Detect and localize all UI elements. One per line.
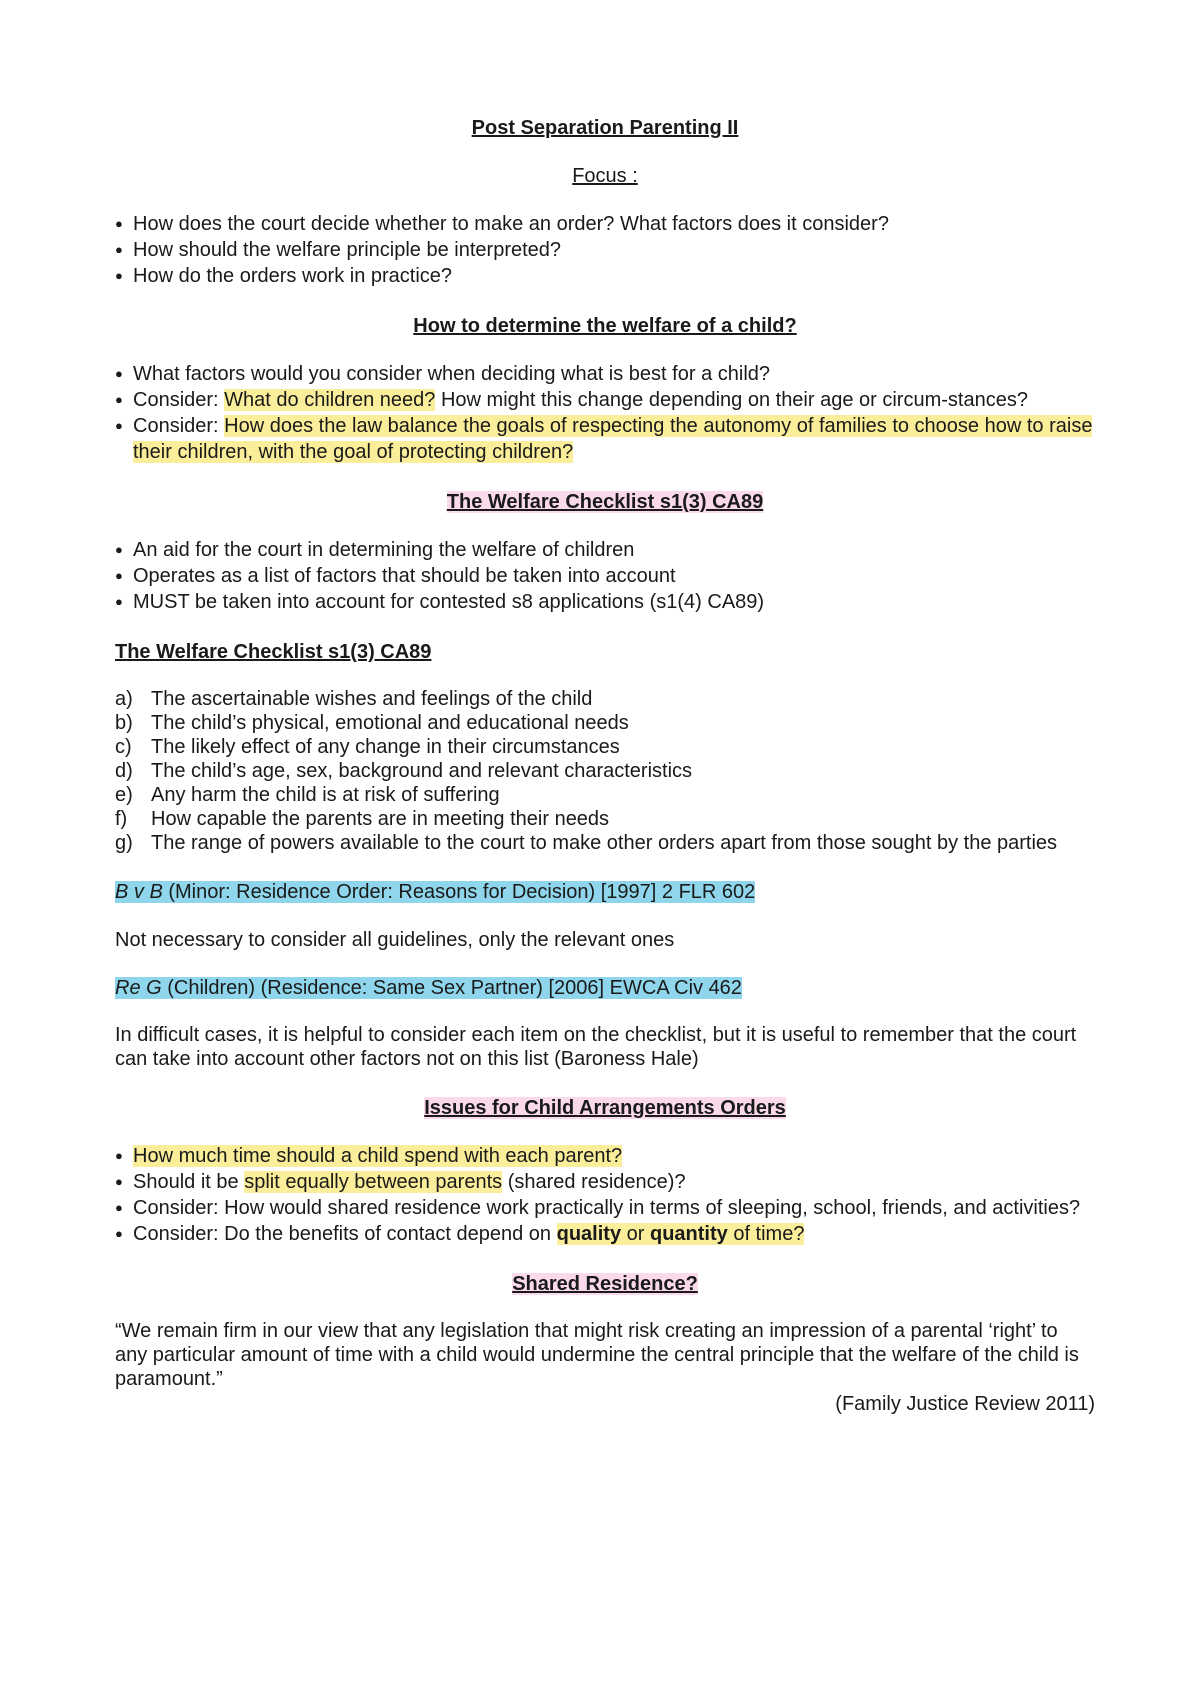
list-item: c) The likely effect of any change in their circumstances [115, 736, 620, 758]
highlight: How does the law balance the goals of respecting the autonomy of families to choose how to raise their children, with the goal of protecting children? [133, 415, 1093, 463]
list-item: d) The child’s age, sex, background and relevant characteristics [115, 760, 693, 782]
checklist-intro-list [115, 537, 1095, 615]
case-citation-re-g: Re G (Children) (Residence: Same Sex Partner) [2006] EWCA Civ 462 [115, 977, 742, 999]
cao-list [115, 1143, 1095, 1247]
highlight: quality or quantity of time? [556, 1223, 805, 1245]
case-note: In difficult cases, it is helpful to consider each item on the checklist, but it is useful to remember that the court can take into account other factors not on this list (Baroness Hale) [115, 1024, 1077, 1070]
list-item: ● MUST be taken into account for contested s8 applications (s1(4) CA89) [115, 591, 765, 613]
list-item: ● An aid for the court in determining the welfare of children [115, 539, 635, 561]
highlight: How much time should a child spend with each parent? [133, 1145, 623, 1167]
highlight: split equally between parents [244, 1171, 503, 1193]
list-item: ● Should it be split equally between parents (shared residence)? [115, 1171, 686, 1193]
document-body [115, 115, 1095, 1417]
list-item: a) The ascertainable wishes and feelings of the child [115, 688, 593, 710]
list-item: ● Consider: Do the benefits of contact depend on quality or quantity of time? [115, 1223, 805, 1245]
checklist-intro-heading: The Welfare Checklist s1(3) CA89 [446, 491, 764, 513]
focus-label: Focus : [572, 165, 638, 187]
list-item: e) Any harm the child is at risk of suffering [115, 784, 500, 806]
list-item: ● How do the orders work in practice? [115, 265, 453, 287]
list-item: ● How does the court decide whether to make an order? What factors does it consider? [115, 213, 889, 235]
list-item: b) The child’s physical, emotional and educational needs [115, 712, 629, 734]
welfare-list [115, 361, 1095, 465]
quote: “We remain firm in our view that any legislation that might risk creating an impression of a parental ‘right’ to any particular amount of time with a child would undermine the central principle that the welfare of the child is paramount.” [115, 1320, 1079, 1390]
list-item: ● What factors would you consider when deciding what is best for a child? [115, 363, 771, 385]
checklist-heading: The Welfare Checklist s1(3) CA89 [115, 641, 432, 663]
list-item: g) The range of powers available to the court to make other orders apart from those sought by the parties [115, 832, 1058, 854]
page-title: Post Separation Parenting II [471, 117, 739, 139]
welfare-heading: How to determine the welfare of a child? [413, 315, 797, 337]
highlight: What do children need? [224, 389, 436, 411]
case-citation-b-v-b: B v B (Minor: Residence Order: Reasons for Decision) [1997] 2 FLR 602 [115, 881, 756, 903]
list-item: ● Consider: What do children need? How might this change depending on their age or circum-stances? [115, 389, 1028, 411]
focus-list [115, 211, 1095, 289]
list-item: ● Consider: How does the law balance the goals of respecting the autonomy of families to choose how to raise their children, with the goal of protecting children? [115, 415, 1093, 463]
list-item: ● Consider: How would shared residence work practically in terms of sleeping, school, friends, and activities? [115, 1197, 1081, 1219]
cao-heading: Issues for Child Arrangements Orders [424, 1097, 786, 1119]
shared-residence-heading: Shared Residence? [512, 1273, 698, 1295]
list-item: ● Operates as a list of factors that should be taken into account [115, 565, 676, 587]
quote-source: (Family Justice Review 2011) [835, 1393, 1095, 1415]
list-item: ● How much time should a child spend with each parent? [115, 1145, 623, 1167]
list-item: ● How should the welfare principle be interpreted? [115, 239, 562, 261]
case-note: Not necessary to consider all guidelines, only the relevant ones [115, 929, 675, 951]
list-item: f) How capable the parents are in meeting their needs [115, 808, 610, 830]
checklist-factors [115, 687, 1095, 855]
